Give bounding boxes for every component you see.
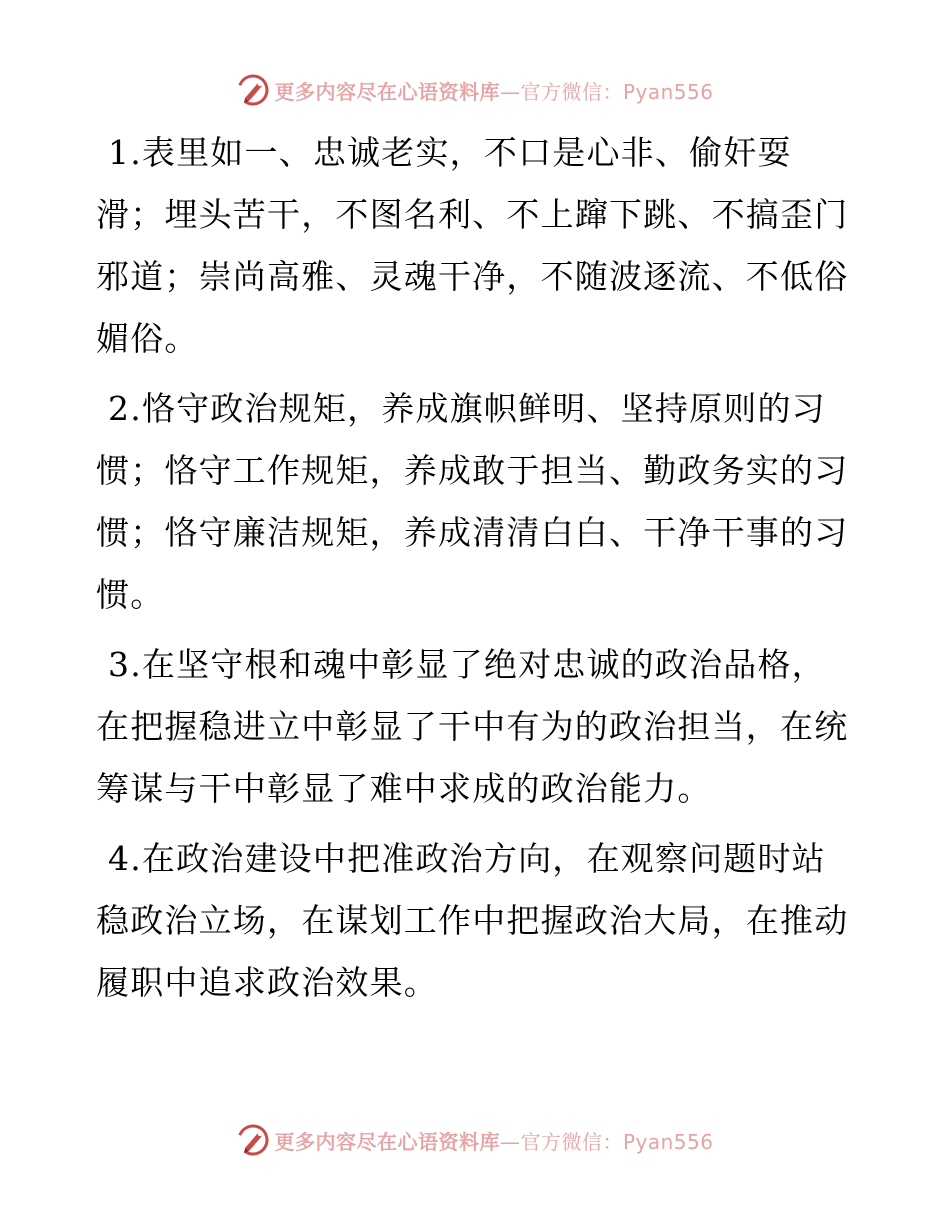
paragraph-line: 邪道；崇尚高雅、灵魂干净，不随波逐流、不低俗 (96, 257, 849, 296)
paragraph-line: 惯；恪守工作规矩，养成敢于担当、勤政务实的习 (96, 451, 849, 490)
paragraph-1 (96, 122, 852, 370)
watermark-main-text: 更多内容尽在心语资料库 (274, 79, 500, 104)
paragraph-line: 惯。 (96, 575, 165, 614)
paragraph-line: 在把握稳进立中彰显了干中有为的政治担当，在统 (96, 707, 849, 746)
watermark-main-text: 更多内容尽在心语资料库 (274, 1129, 500, 1154)
watermark-side-text: —官方微信：Pyan556 (499, 1129, 714, 1154)
pen-logo-icon (236, 73, 270, 107)
paragraph-2 (96, 378, 852, 626)
paragraph-3 (96, 634, 852, 820)
pen-logo-icon (236, 1123, 270, 1157)
paragraph-line: 履职中追求政治效果。 (96, 963, 438, 1002)
paragraph-line: 滑；埋头苦干，不图名利、不上蹿下跳、不搞歪门 (96, 195, 849, 234)
document-body (96, 122, 852, 1022)
paragraph-line: 媚俗。 (96, 319, 199, 358)
paragraph-4 (96, 828, 852, 1014)
header-watermark (0, 70, 950, 110)
paragraph-line: 1.表里如一、忠诚老实，不口是心非、偷奸耍 (108, 133, 792, 172)
paragraph-line: 3.在坚守根和魂中彰显了绝对忠诚的政治品格， (108, 645, 826, 684)
watermark-side-text: —官方微信：Pyan556 (499, 79, 714, 104)
footer-watermark (0, 1120, 950, 1160)
paragraph-line: 惯；恪守廉洁规矩，养成清清白白、干净干事的习 (96, 513, 849, 552)
paragraph-line: 稳政治立场，在谋划工作中把握政治大局，在推动 (96, 901, 849, 940)
paragraph-line: 4.在政治建设中把准政治方向，在观察问题时站 (108, 839, 826, 878)
paragraph-line: 2.恪守政治规矩，养成旗帜鲜明、坚持原则的习 (108, 389, 826, 428)
paragraph-line: 筹谋与干中彰显了难中求成的政治能力。 (96, 769, 712, 808)
